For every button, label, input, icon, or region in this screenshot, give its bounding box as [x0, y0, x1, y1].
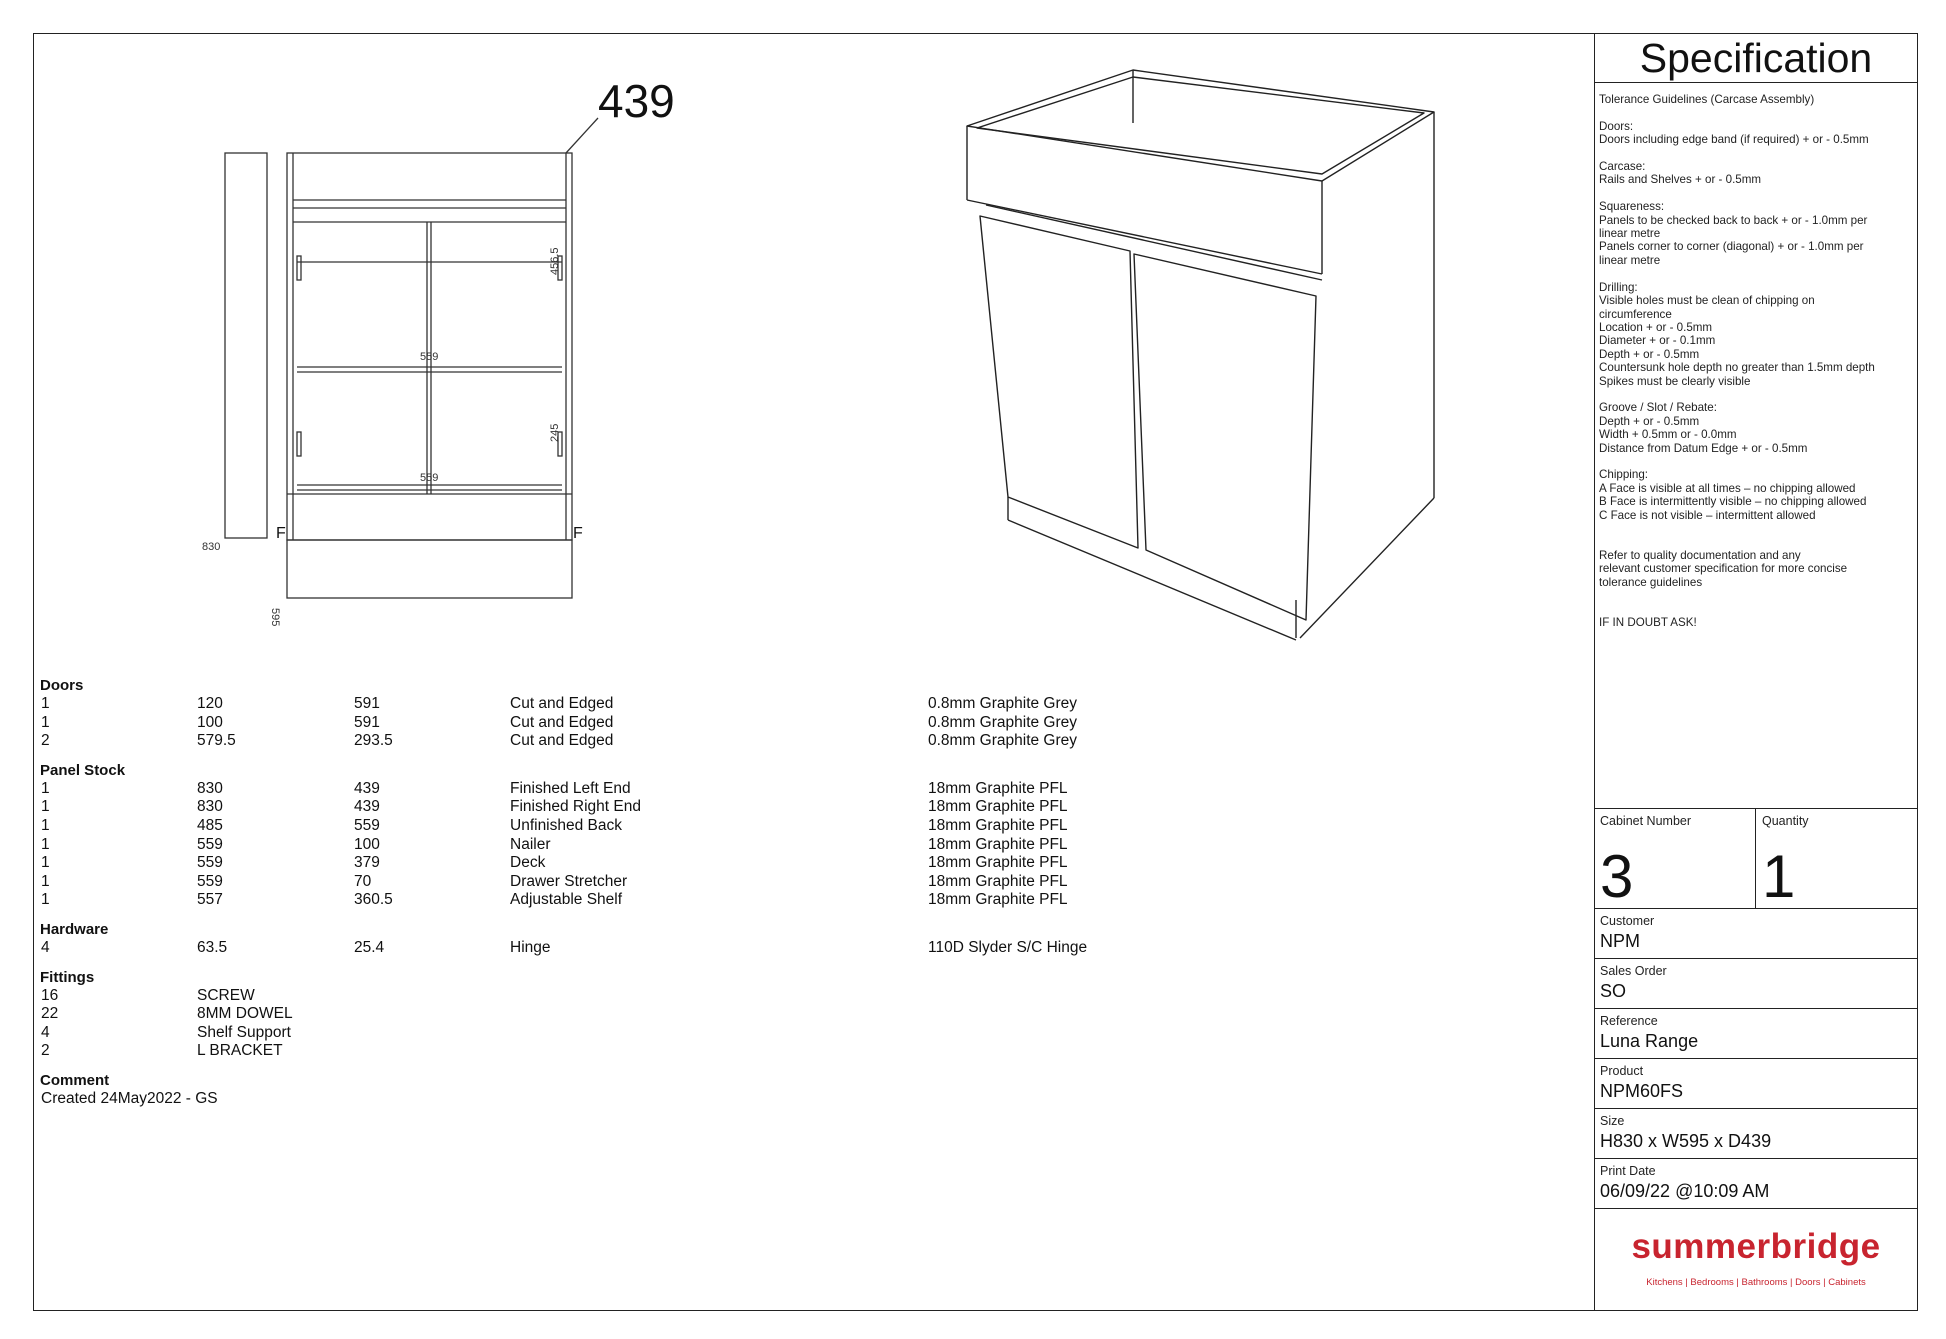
list-cell: 591	[354, 695, 380, 712]
reference-field	[1594, 1008, 1918, 1058]
list-cell: 4	[41, 1023, 50, 1041]
list-cell: 1	[41, 816, 50, 834]
list-row	[40, 987, 1140, 1006]
list-cell: Cut and Edged	[510, 732, 614, 750]
list-cell: 1	[41, 779, 50, 797]
list-cell: 439	[354, 779, 380, 797]
quantity-label: Quantity	[1762, 814, 1809, 828]
list-cell: 18mm Graphite PFL	[928, 854, 1068, 872]
height-dim-box	[225, 153, 267, 538]
list-cell: Drawer Stretcher	[510, 872, 628, 890]
list-row	[40, 891, 1140, 910]
list-cell: 1	[41, 798, 50, 816]
list-cell: 579.5	[197, 732, 236, 750]
field-value: Luna Range	[1600, 1031, 1699, 1051]
list-cell: Adjustable Shelf	[510, 891, 623, 909]
company-logo	[1594, 1208, 1918, 1311]
list-cell: 1	[41, 695, 50, 712]
list-cell: 2	[41, 1042, 50, 1060]
list-row	[40, 817, 1140, 836]
field-label: Print Date	[1600, 1164, 1656, 1178]
height-label: 830	[202, 541, 221, 553]
logo-tagline: Kitchens | Bedrooms | Bathrooms | Doors | Cabinets	[1646, 1277, 1866, 1288]
list-row	[40, 1042, 1140, 1061]
inner-width-label-1: 559	[420, 351, 439, 363]
depth-dim-box	[287, 540, 572, 598]
list-cell: 0.8mm Graphite Grey	[928, 713, 1078, 731]
panel-stock-list	[40, 780, 1140, 910]
dim-lower-label: 245	[549, 423, 561, 442]
list-row	[40, 1024, 1140, 1043]
field-label: Reference	[1600, 1014, 1658, 1028]
list-cell: 110D Slyder S/C Hinge	[928, 938, 1088, 956]
size-field	[1594, 1108, 1918, 1158]
width-label: 595	[269, 608, 281, 627]
quantity-cell	[1756, 809, 1918, 909]
list-cell: 557	[197, 891, 223, 909]
list-cell: 360.5	[354, 891, 393, 909]
cabinet-number-cell	[1594, 809, 1756, 909]
list-row	[40, 854, 1140, 873]
dim-upper-label: 456.5	[549, 247, 561, 275]
field-value: NPM	[1600, 931, 1640, 951]
list-cell: 70	[354, 872, 372, 890]
list-cell: Nailer	[510, 835, 551, 853]
list-cell: 0.8mm Graphite Grey	[928, 732, 1078, 750]
isometric-svg	[950, 60, 1450, 650]
hardware-heading: Hardware	[40, 920, 109, 938]
list-cell: 1	[41, 872, 50, 890]
list-cell: 0.8mm Graphite Grey	[928, 695, 1078, 712]
cabinet-number-value: 3	[1600, 843, 1634, 910]
product-field	[1594, 1058, 1918, 1108]
list-cell: 439	[354, 798, 380, 816]
field-value: NPM60FS	[1600, 1081, 1684, 1101]
list-cell: 559	[197, 872, 223, 890]
list-cell: 100	[354, 835, 380, 853]
list-cell: Finished Right End	[510, 798, 641, 816]
list-row	[40, 780, 1140, 799]
list-cell: SCREW	[197, 986, 255, 1004]
fittings-list	[40, 987, 1140, 1061]
list-cell: 16	[41, 986, 59, 1004]
hardware-list	[40, 939, 1140, 958]
list-cell: 18mm Graphite PFL	[928, 798, 1068, 816]
field-value: 06/09/22 @10:09 AM	[1600, 1181, 1770, 1201]
list-cell: 4	[41, 938, 50, 956]
logo-wordmark: summerbridge	[1631, 1227, 1881, 1266]
fittings-heading: Fittings	[40, 968, 95, 986]
cutting-list	[40, 676, 1140, 1109]
list-cell: 830	[197, 779, 223, 797]
list-cell: 18mm Graphite PFL	[928, 816, 1068, 834]
face-right-label: F	[573, 525, 583, 542]
quantity-value: 1	[1762, 843, 1796, 910]
doors-list	[40, 695, 1140, 751]
front-elevation-svg	[180, 60, 675, 640]
list-cell: 559	[197, 835, 223, 853]
list-cell: Shelf Support	[197, 1023, 291, 1041]
field-value: H830 x W595 x D439	[1600, 1131, 1772, 1151]
list-cell: Finished Left End	[510, 779, 631, 797]
list-cell: Hinge	[510, 938, 551, 956]
list-cell: 1	[41, 713, 50, 731]
list-cell: 8MM DOWEL	[197, 1005, 293, 1023]
list-cell: 63.5	[197, 938, 228, 956]
list-cell: 25.4	[354, 938, 385, 956]
list-cell: 830	[197, 798, 223, 816]
list-cell: Unfinished Back	[510, 816, 623, 834]
list-row	[40, 732, 1140, 751]
list-cell: 1	[41, 891, 50, 909]
list-cell: 1	[41, 835, 50, 853]
list-cell: 485	[197, 816, 223, 834]
list-cell: 120	[197, 695, 223, 712]
specification-panel	[1594, 33, 1918, 1311]
list-cell: 559	[354, 816, 380, 834]
list-cell: 379	[354, 854, 380, 872]
list-cell: 559	[197, 854, 223, 872]
list-row	[40, 873, 1140, 892]
list-cell: Cut and Edged	[510, 695, 614, 712]
panel-stock-heading: Panel Stock	[40, 761, 126, 779]
field-label: Sales Order	[1600, 964, 1667, 978]
customer-field	[1594, 908, 1918, 958]
list-cell: 22	[41, 1005, 59, 1023]
field-label: Product	[1600, 1064, 1644, 1078]
list-cell: Cut and Edged	[510, 713, 614, 731]
list-row	[40, 1005, 1140, 1024]
front-elevation-drawing	[180, 60, 675, 640]
face-left-label: F	[276, 525, 286, 542]
cabinet-row	[1594, 808, 1918, 908]
list-row	[40, 714, 1140, 733]
list-cell: 18mm Graphite PFL	[928, 891, 1068, 909]
list-row	[40, 695, 1140, 714]
depth-label: 439	[598, 75, 675, 127]
comment-text: Created 24May2022 - GS	[41, 1089, 218, 1107]
list-cell: 293.5	[354, 732, 393, 750]
tolerance-guidelines: Tolerance Guidelines (Carcase Assembly) Doors: Doors including edge band (if required) + or - 0.5mm Carcase: Rails and Shelves + or - 0.5mm Squareness: Panels to be checked back to back + or - 1.0mm per linear metre Panels corner to corner (diagonal) + or - 1.0mm per linear metre Drilling: Visible holes must be clean of chipping on circumference Location + or - 0.5mm Diameter + or - 0.1mm Depth + or - 0.5mm Countersunk hole depth no greater than 1.5mm depth Spikes must be clearly visible Groove / Slot / Rebate: Depth + or - 0.5mm Width + 0.5mm or - 0.0mm Distance from Datum Edge + or - 0.5mm Chipping: A Face is visible at all times – no chipping allowed B Face is intermittently visible – no chipping allowed C Face is not visible – intermittent allowed Refer to quality documentation and any relevant customer specification for more concise tolerance guidelines IF IN DOUBT ASK!	[1599, 93, 1875, 629]
field-value: SO	[1600, 981, 1627, 1001]
list-row	[40, 836, 1140, 855]
comment-heading: Comment	[40, 1071, 110, 1089]
field-label: Customer	[1600, 914, 1655, 928]
list-cell: 100	[197, 713, 223, 731]
cabinet-number-label: Cabinet Number	[1600, 814, 1692, 828]
field-label: Size	[1600, 1114, 1625, 1128]
list-cell: Deck	[510, 854, 546, 872]
inner-width-label-2: 559	[420, 472, 439, 484]
list-row	[40, 939, 1140, 958]
print-date-field	[1594, 1158, 1918, 1208]
sales-order-field	[1594, 958, 1918, 1008]
list-cell: 18mm Graphite PFL	[928, 779, 1068, 797]
list-cell: 1	[41, 854, 50, 872]
list-cell: 18mm Graphite PFL	[928, 872, 1068, 890]
list-cell: L BRACKET	[197, 1042, 283, 1060]
isometric-drawing	[950, 60, 1450, 650]
list-row	[40, 798, 1140, 817]
doors-heading: Doors	[40, 677, 84, 694]
list-cell: 2	[41, 732, 50, 750]
list-cell: 591	[354, 713, 380, 731]
specification-title: Specification	[1594, 33, 1918, 83]
list-cell: 18mm Graphite PFL	[928, 835, 1068, 853]
